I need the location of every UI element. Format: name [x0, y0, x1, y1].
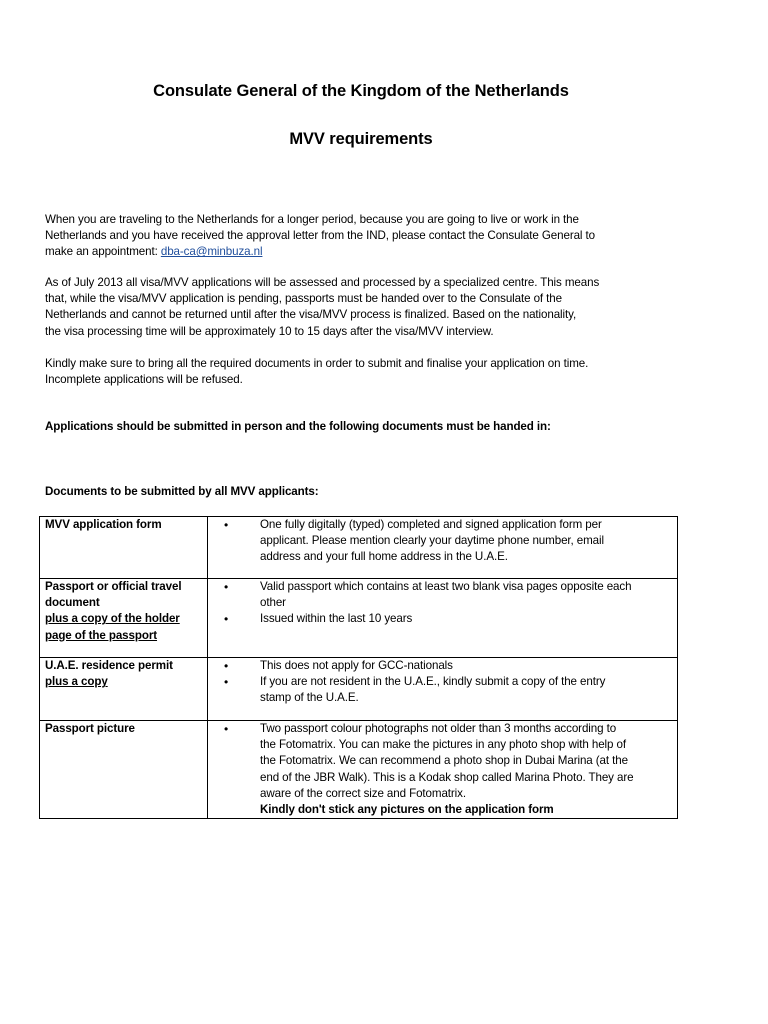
list-item	[224, 579, 669, 611]
picture-warning: Kindly don't stick any pictures on the application form	[260, 803, 554, 817]
requirement-label-cell	[40, 517, 208, 579]
list-item	[224, 517, 669, 566]
text-line: • Issued within the last 10 years	[260, 612, 413, 626]
table-row	[40, 517, 678, 579]
requirement-sublabel: plus a copy	[45, 675, 108, 689]
requirement-sublabel: page of the passport	[45, 628, 158, 642]
text-line: applicant. Please mention clearly your daytime phone number, email	[260, 534, 604, 548]
intro-paragraph-documents	[45, 356, 685, 388]
table-row	[40, 658, 678, 721]
text-line: • One fully digitally (typed) completed and signed application form per	[260, 518, 602, 531]
table-row	[40, 579, 678, 658]
text-line: aware of the correct size and Fotomatrix.	[260, 786, 466, 800]
text-line: the Fotomatrix. We can recommend a photo shop in Dubai Marina (at the	[260, 754, 628, 768]
text-line: that, while the visa/MVV application is pending, passports must be handed over to the Consulate of the	[45, 292, 562, 306]
list-item	[224, 721, 669, 818]
requirement-label: Passport or official travel	[45, 580, 182, 593]
requirement-list	[224, 658, 669, 707]
text-line: stamp of the U.A.E.	[260, 691, 359, 705]
requirement-details-cell	[208, 517, 678, 579]
requirement-label-cell	[40, 658, 208, 721]
list-item	[224, 658, 669, 674]
text-line: Incomplete applications will be refused.	[45, 373, 243, 387]
list-item	[224, 674, 669, 706]
requirement-list	[224, 721, 669, 818]
text-line: • Two passport colour photographs not older than 3 months according to	[260, 722, 617, 735]
requirement-details-cell	[208, 579, 678, 658]
requirement-details-cell	[208, 658, 678, 721]
text-line: • Valid passport which contains at least two blank visa pages opposite each	[260, 580, 632, 593]
requirements-table	[39, 516, 678, 819]
list-item	[224, 611, 669, 627]
text-line: Netherlands and you have received the approval letter from the IND, please contact the Consulate General to	[45, 229, 595, 243]
requirement-label: Passport picture	[45, 722, 135, 735]
submission-notice: Applications should be submitted in person and the following documents must be handed in:	[45, 420, 551, 433]
appointment-prefix: make an appointment:	[45, 245, 161, 259]
text-line: • If you are not resident in the U.A.E., kindly submit a copy of the entry	[260, 675, 606, 689]
email-link[interactable]: dba-ca@minbuza.nl	[160, 245, 263, 259]
requirement-details-cell	[208, 721, 678, 819]
intro-paragraph-appointment	[45, 212, 685, 261]
text-line: the visa processing time will be approximately 10 to 15 days after the visa/MVV interview.	[45, 324, 494, 338]
text-line	[45, 244, 685, 260]
requirement-list	[224, 579, 669, 628]
text-line: the Fotomatrix. You can make the pictures in any photo shop with help of	[260, 738, 626, 752]
text-line: other	[260, 596, 286, 610]
text-line: address and your full home address in the U.A.E.	[260, 550, 508, 564]
text-line: • This does not apply for GCC-nationals	[260, 659, 453, 672]
document-subtitle: MVV requirements	[289, 130, 433, 148]
requirement-label-cell	[40, 721, 208, 819]
requirement-sublabel: plus a copy of the holder	[45, 612, 180, 626]
text-line: Kindly make sure to bring all the required documents in order to submit and finalise your application on time.	[45, 357, 589, 370]
requirement-label: MVV application form	[45, 518, 162, 531]
text-line: end of the JBR Walk). This is a Kodak shop called Marina Photo. They are	[260, 770, 634, 784]
requirement-label: document	[45, 596, 100, 610]
requirement-label-cell	[40, 579, 208, 658]
requirement-label: U.A.E. residence permit	[45, 659, 173, 672]
text-line: Netherlands and cannot be returned until after the visa/MVV process is finalized. Based on the nationality,	[45, 308, 577, 322]
text-line: As of July 2013 all visa/MVV applications will be assessed and processed by a specialized centre. This means	[45, 276, 600, 289]
table-row	[40, 721, 678, 819]
documents-heading: Documents to be submitted by all MVV applicants:	[45, 485, 319, 498]
text-line: When you are traveling to the Netherlands for a longer period, because you are going to live or work in the	[45, 213, 579, 226]
requirement-list	[224, 517, 669, 566]
intro-paragraph-processing	[45, 275, 685, 340]
document-title: Consulate General of the Kingdom of the Netherlands	[153, 82, 569, 100]
